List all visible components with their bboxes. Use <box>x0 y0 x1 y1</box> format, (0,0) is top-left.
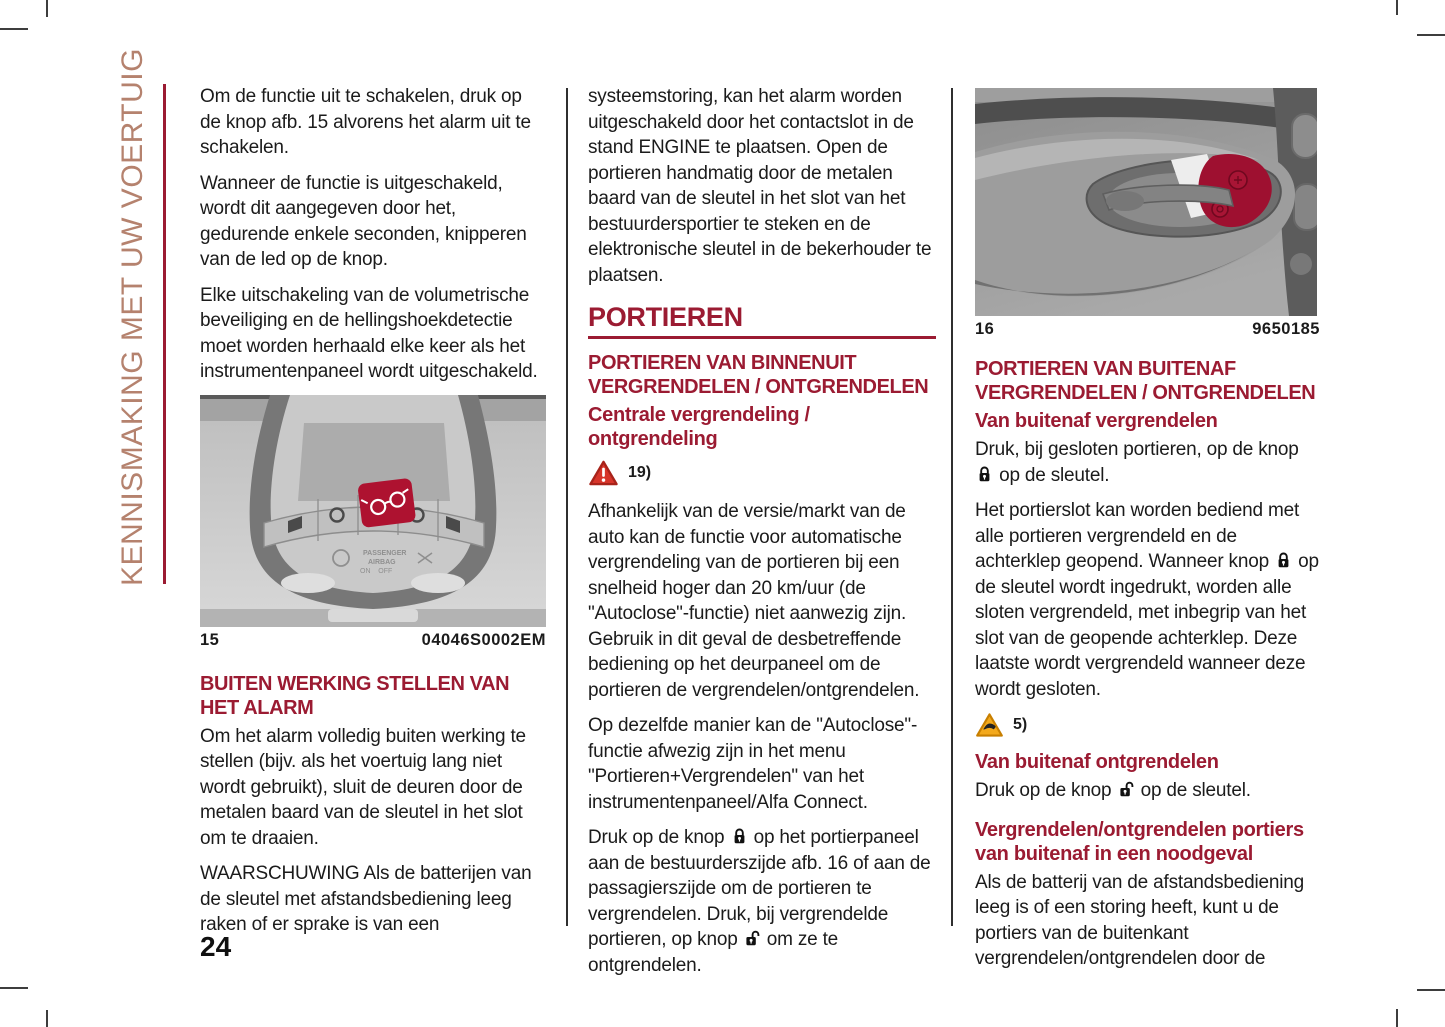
section-rule <box>588 336 936 339</box>
warning-note-number: 19) <box>628 464 652 481</box>
figure-number: 16 <box>975 320 995 338</box>
paragraph: Afhankelijk van de versie/markt van de auto kan de functie voor automatische vergrendeling van de portieren bij een snelheid hoger dan 20 km/uur (de "Autoclose"-functie) niet aanwezig zijn. Gebruik in dit geval de desbetreffende bediening op het deurpaneel om de portieren de vergrendelen/ontgrendelen. <box>588 501 920 701</box>
column-3 <box>975 86 1320 982</box>
paragraph: Als de batterij van de afstandsbediening leeg is of een storing heeft, kunt u de portiers van de buitenkant vergrendelen/ontgrendelen door de <box>975 871 1304 969</box>
heading-buiten-werking: BUITEN WERKING STELLEN VAN HET ALARM <box>200 672 510 719</box>
figure-number: 15 <box>200 630 220 649</box>
column-1 <box>200 84 546 948</box>
figure-15-caption <box>200 631 546 650</box>
figure-code: 9650185 <box>1252 320 1320 338</box>
vehicle-warning-triangle-icon <box>975 712 1004 738</box>
lock-open-icon <box>1119 780 1134 797</box>
heading-buitenaf: PORTIEREN VAN BUITENAF VERGRENDELEN / ONTGRENDELEN <box>975 358 1316 404</box>
text-segment: Druk op de knop <box>588 827 725 848</box>
paragraph-with-lock-icons <box>588 825 936 978</box>
heading-binnenuit: PORTIEREN VAN BINNENUIT VERGRENDELEN / ONTGRENDELEN <box>588 352 929 398</box>
text-segment: Druk, bij gesloten portieren, op de knop <box>975 439 1299 460</box>
page-number: 24 <box>200 931 232 962</box>
subheading-noodgeval: Vergrendelen/ontgrendelen portiers van buitenaf in een noodgeval <box>975 818 1304 865</box>
paragraph: WAARSCHUWING Als de batterijen van de sleutel met afstandsbediening leeg raken of er sprake is van een <box>200 863 532 935</box>
figure-16-caption <box>975 320 1320 339</box>
crop-mark <box>1396 1009 1398 1027</box>
crop-mark <box>1396 0 1398 15</box>
subheading-centrale-vergrendeling: Centrale vergrendeling / ontgrendeling <box>588 404 810 450</box>
svg-text:AIRBAG: AIRBAG <box>368 558 396 566</box>
column-divider <box>951 88 953 926</box>
paragraph-with-lock-icon <box>975 498 1320 702</box>
alarm-button-highlight <box>357 477 416 527</box>
lock-open-icon <box>745 929 760 946</box>
section-title-portieren: PORTIEREN <box>588 302 743 332</box>
paragraph: Om de functie uit te schakelen, druk op de knop afb. 15 alvorens het alarm uit te schakelen. <box>200 86 531 158</box>
lock-closed-icon <box>977 465 992 482</box>
crop-mark <box>0 987 28 989</box>
text-segment: om ze te ontgrendelen. <box>588 929 839 976</box>
paragraph: Om het alarm volledig buiten werking te stellen (bijv. als het voertuig lang niet wordt gebruikt), sluit de deuren door de metalen baard van de sleutel in het slot om te draaien. <box>200 725 526 849</box>
paragraph-with-lock-icon <box>975 437 1320 488</box>
paragraph: Wanneer de functie is uitgeschakeld, wordt dit aangegeven door het, gedurende enkele seconden, knipperen van de led op de knop. <box>200 172 527 270</box>
text-segment: op het portierpaneel aan de bestuurderszijde afb. 16 of aan de passagierszijde om de portieren te vergrendelen. Druk, bij vergrendelde portieren, op knop <box>588 827 931 950</box>
paragraph: systeemstoring, kan het alarm worden uitgeschakeld door het contactslot in de stand ENGINE te plaatsen. Open de portieren handmatig door de metalen baard van de sleutel in het slot van het bestuurdersportier te steken en de elektronische sleutel in de bekerhouder te plaatsen. <box>588 86 932 286</box>
subheading-van-buitenaf-ontgrendelen: Van buitenaf ontgrendelen <box>975 751 1219 773</box>
paragraph: Op dezelfde manier kan de "Autoclose"-functie afwezig zijn in het menu "Portieren+Vergrendelen" van het instrumentenpaneel/Alfa Connect. <box>588 715 918 813</box>
column-2 <box>588 84 936 988</box>
figure-15-photo-overhead-console <box>200 395 546 627</box>
crop-mark <box>1417 989 1445 991</box>
text-segment: Het portierslot kan worden bediend met alle portieren vergrendeld en de achterklep geopend. Wanneer knop <box>975 500 1300 572</box>
text-segment: op de sleutel wordt ingedrukt, worden alle sloten vergrendeld, met inbegrip van het slot van de geopende achterklep. Deze laatste wordt vergrendeld wanneer deze wordt gesloten. <box>975 551 1319 700</box>
text-segment: op de sleutel. <box>1140 780 1251 801</box>
warning-note-number: 5) <box>1013 716 1028 733</box>
figure-15 <box>200 395 546 650</box>
paragraph: Elke uitschakeling van de volumetrische beveiliging en de hellingshoekdetectie moet worden herhaald elke keer als het instrumentenpaneel wordt uitgeschakeld. <box>200 284 538 382</box>
text-segment: op de sleutel. <box>999 464 1110 486</box>
crop-mark <box>1417 34 1445 36</box>
chapter-sidebar-label: KENNISMAKING MET UW VOERTUIG <box>116 48 149 586</box>
column-divider <box>566 88 568 926</box>
subheading-van-buitenaf-vergrendelen: Van buitenaf vergrendelen <box>975 410 1218 432</box>
paragraph-with-lock-icon <box>975 778 1320 804</box>
lock-closed-icon <box>1276 551 1291 568</box>
svg-text:ON OFF: ON OFF <box>360 567 393 575</box>
crop-mark <box>46 1010 48 1027</box>
figure-16 <box>975 88 1320 339</box>
warning-reference-row <box>588 459 936 487</box>
warning-reference-row <box>975 712 1320 738</box>
chapter-sidebar-rule <box>163 84 166 584</box>
figure-16-photo-door-handle <box>975 88 1317 316</box>
lock-closed-icon <box>732 827 747 844</box>
crop-mark <box>46 0 48 17</box>
crop-mark <box>0 28 28 30</box>
svg-text:PASSENGER: PASSENGER <box>363 549 407 557</box>
warning-triangle-icon <box>588 459 619 487</box>
text-segment: Druk op de knop <box>975 780 1112 801</box>
figure-code: 04046S0002EM <box>421 630 546 649</box>
